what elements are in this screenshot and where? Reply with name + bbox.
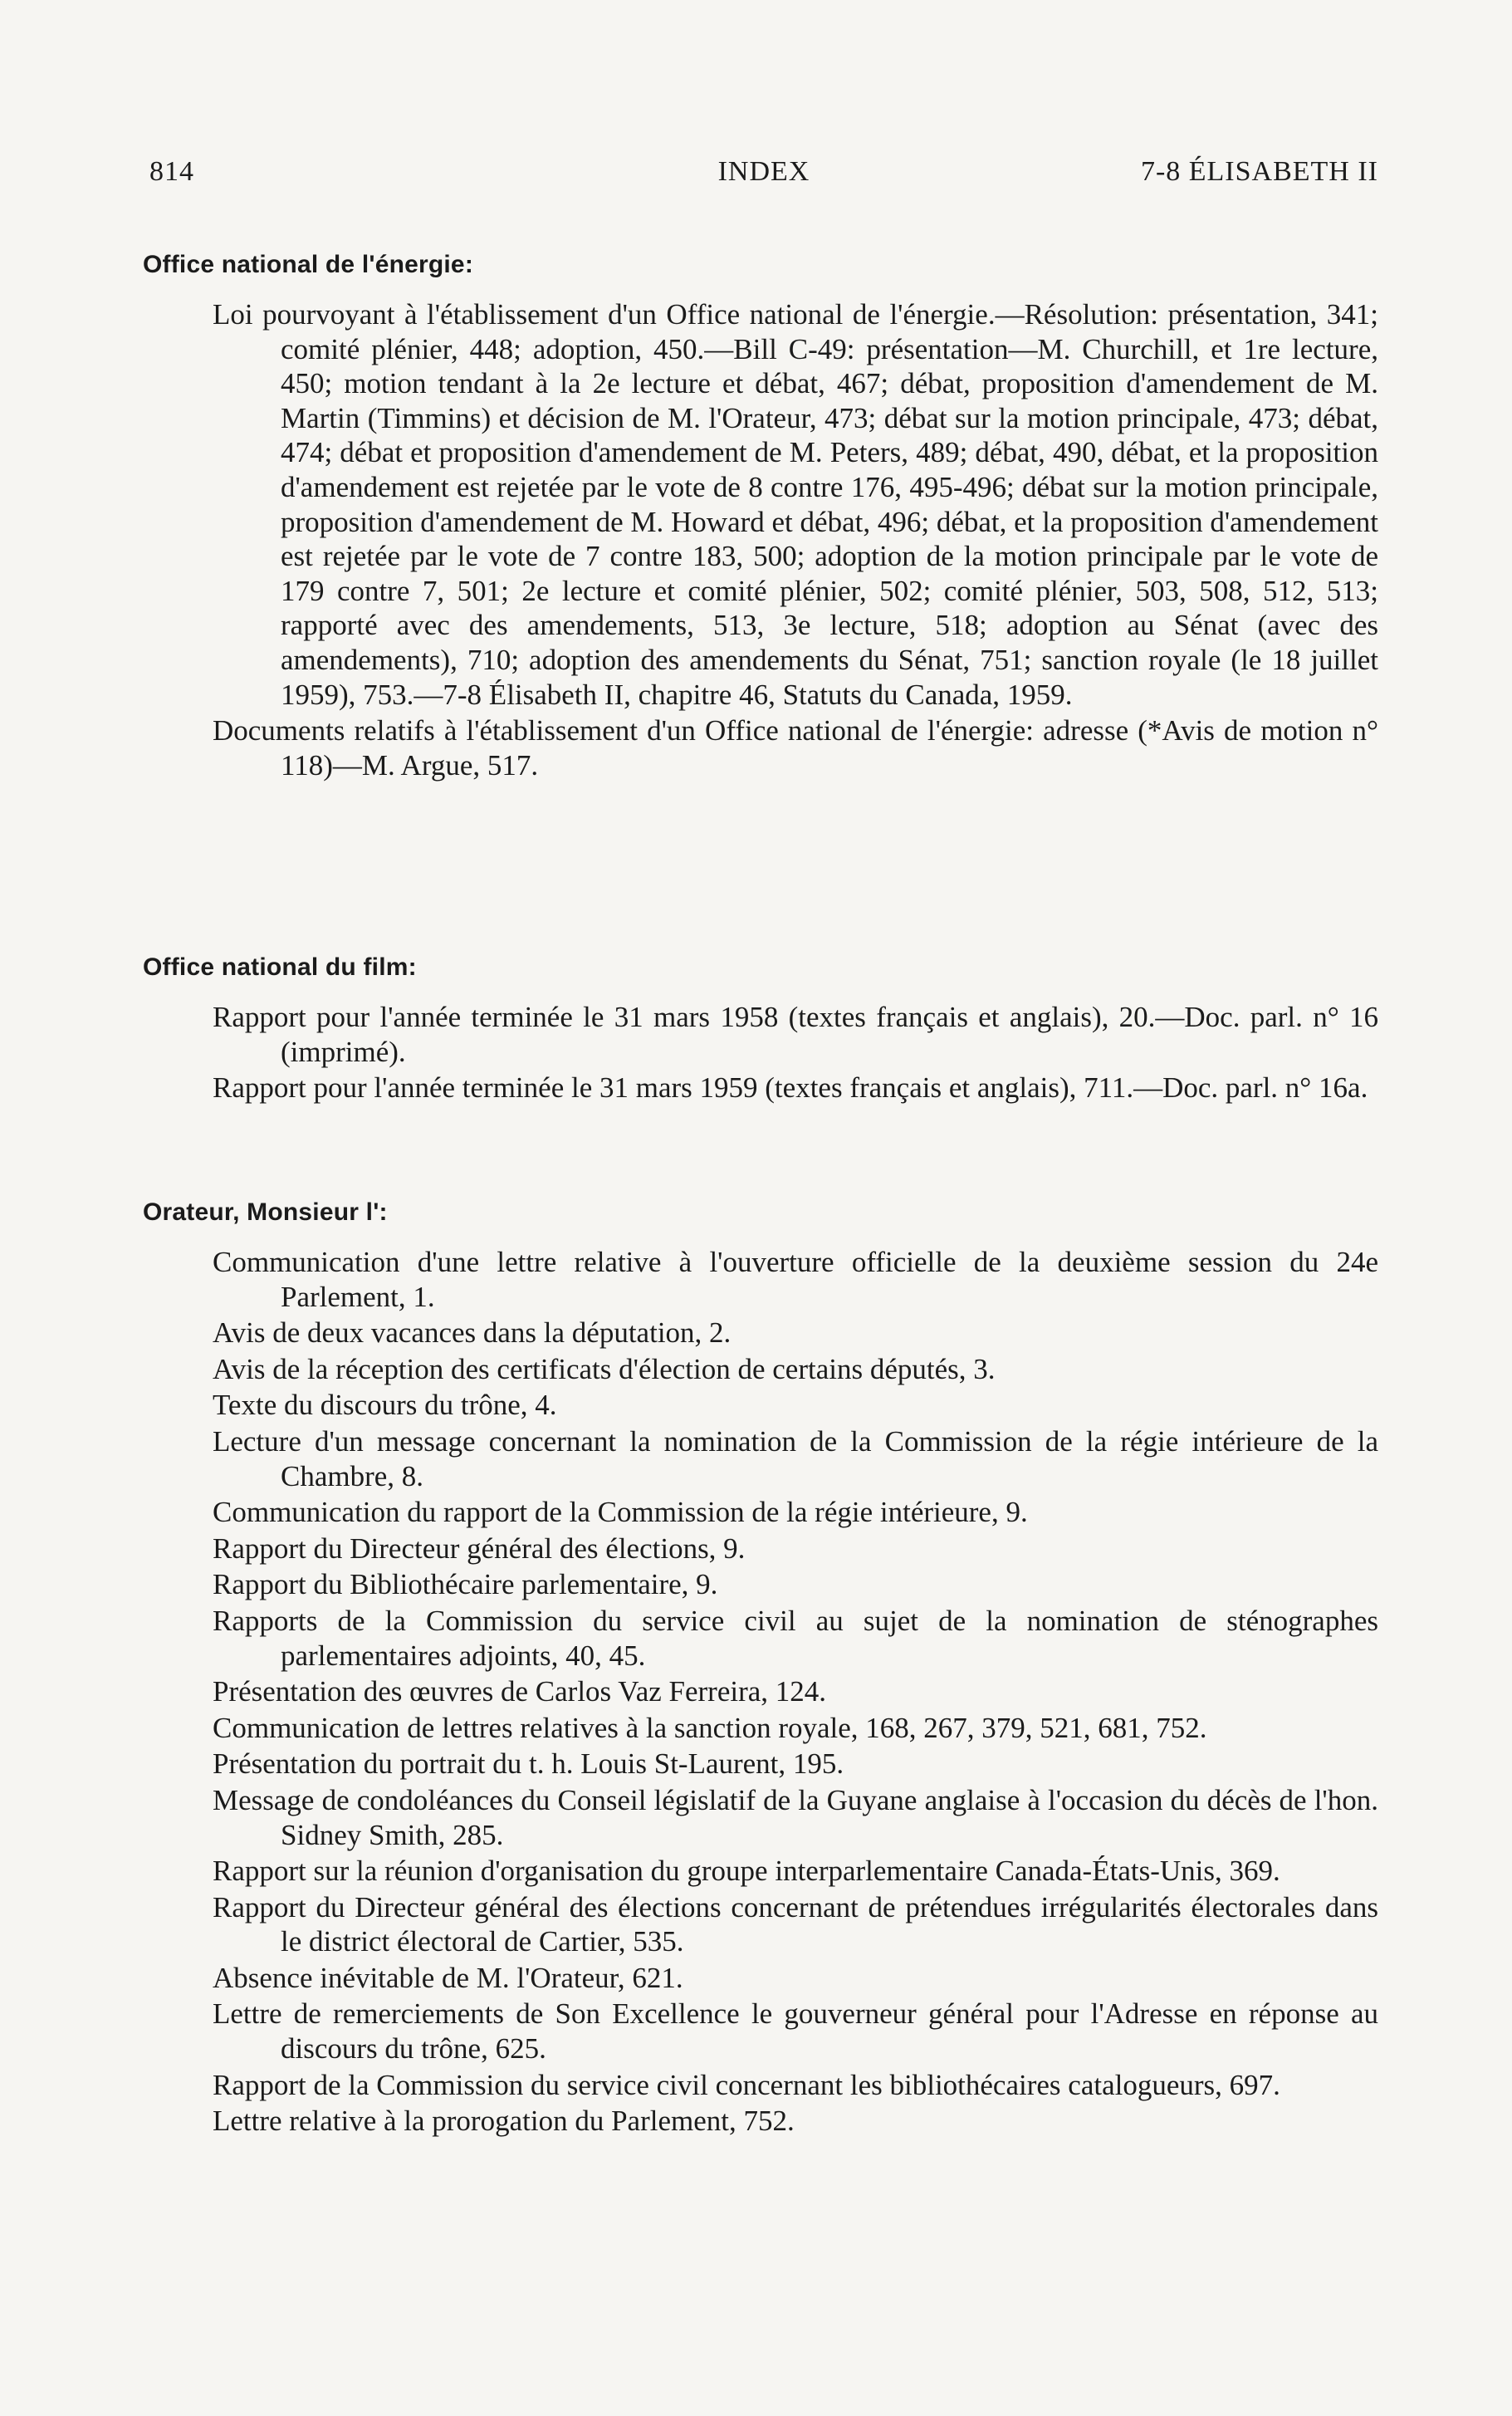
index-entry: Lecture d'un message concernant la nomination de la Commission de la régie intérieure de la Chambre, 8. [213, 1424, 1378, 1492]
index-entry: Rapport de la Commission du service civil concernant les bibliothécaires catalogueurs, 697. [213, 2068, 1280, 2101]
section-orateur [143, 1198, 1378, 2139]
index-entry: Rapport du Directeur général des élections, 9. [213, 1531, 746, 1565]
section-heading: Office national du film: [143, 953, 417, 981]
index-entry: Documents relatifs à l'établissement d'un Office national de l'énergie: adresse (*Avis de motion n° 118)—M. Argue, 517. [213, 714, 1378, 782]
index-entry: Présentation des œuvres de Carlos Vaz Ferreira, 124. [213, 1675, 827, 1708]
index-entry: Loi pourvoyant à l'établissement d'un Office national de l'énergie.—Résolution: présentation, 341; comité plénier, 448; adoption, 450.—Bill C-49: présentation—M. Churchill, et 1re lecture, 450; motion tendant à la 2e lecture et débat, 467; débat, proposition d'amendement de M. Martin (Timmins) et décision de M. l'Orateur, 473; débat sur la motion principale, 473; débat, 474; débat et proposition d'amendement de M. Peters, 489; débat, 490, débat, et la proposition d'amendement est rejetée par le vote de 8 contre 176, 495-496; débat sur la motion principale, proposition d'amendement de M. Howard et débat, 496; débat, et la proposition d'amendement est rejetée par le vote de 7 contre 183, 500; adoption de la motion principale par le vote de 179 contre 7, 501; 2e lecture et comité plénier, 502; comité plénier, 503, 508, 512, 513; rapporté avec des amendements, 513, 3e lecture, 518; adoption au Sénat (avec des amendements), 710; adoption des amendements du Sénat, 751; sanction royale (le 18 juillet 1959), 753.—7-8 Élisabeth II, chapitre 46, Statuts du Canada, 1959. [213, 298, 1378, 711]
index-entry: Message de condoléances du Conseil législatif de la Guyane anglaise à l'occasion du décès de l'hon. Sidney Smith, 285. [213, 1783, 1378, 1851]
section-office-national-film [143, 953, 1378, 1105]
index-entry: Rapport du Bibliothécaire parlementaire, 9. [213, 1568, 718, 1601]
index-entry: Avis de la réception des certificats d'élection de certains députés, 3. [213, 1352, 996, 1385]
page-number: 814 [149, 156, 194, 187]
index-entry: Communication de lettres relatives à la sanction royale, 168, 267, 379, 521, 681, 752. [213, 1711, 1207, 1744]
index-entry: Rapport pour l'année terminée le 31 mars 1958 (textes français et anglais), 20.—Doc. parl. n° 16 (imprimé). [213, 1001, 1378, 1068]
running-head-title: INDEX [717, 156, 810, 187]
index-entry: Avis de deux vacances dans la députation, 2. [213, 1316, 732, 1350]
index-entry: Lettre de remerciements de Son Excellence le gouverneur général pour l'Adresse en réponse au discours du trône, 625. [213, 1997, 1378, 2066]
index-entry: Absence inévitable de M. l'Orateur, 621. [213, 1961, 683, 1994]
section-office-national-energie [143, 251, 1378, 782]
index-entry: Rapport du Directeur général des élections concernant de prétendues irrégularités électorales dans le district électoral de Cartier, 535. [213, 1890, 1378, 1958]
section-heading: Orateur, Monsieur l': [143, 1198, 388, 1226]
index-entry: Rapport sur la réunion d'organisation du groupe interparlementaire Canada-États-Unis, 369. [213, 1855, 1280, 1888]
index-entry: Communication d'une lettre relative à l'ouverture officielle de la deuxième session du 24e Parlement, 1. [213, 1246, 1378, 1313]
running-head [149, 156, 1378, 198]
section-heading: Office national de l'énergie: [143, 251, 474, 278]
reign-label: 7-8 ÉLISABETH II [1140, 156, 1378, 187]
index-entry: Rapports de la Commission du service civil au sujet de la nomination de sténographes parlementaires adjoints, 40, 45. [213, 1604, 1378, 1672]
index-entry: Lettre relative à la prorogation du Parlement, 752. [213, 2105, 795, 2138]
index-entry: Rapport pour l'année terminée le 31 mars 1959 (textes français et anglais), 711.—Doc. parl. n° 16a. [213, 1071, 1368, 1105]
index-entry: Présentation du portrait du t. h. Louis St-Laurent, 195. [213, 1747, 844, 1781]
index-entry: Texte du discours du trône, 4. [213, 1389, 557, 1422]
index-entry: Communication du rapport de la Commission de la régie intérieure, 9. [213, 1496, 1028, 1529]
